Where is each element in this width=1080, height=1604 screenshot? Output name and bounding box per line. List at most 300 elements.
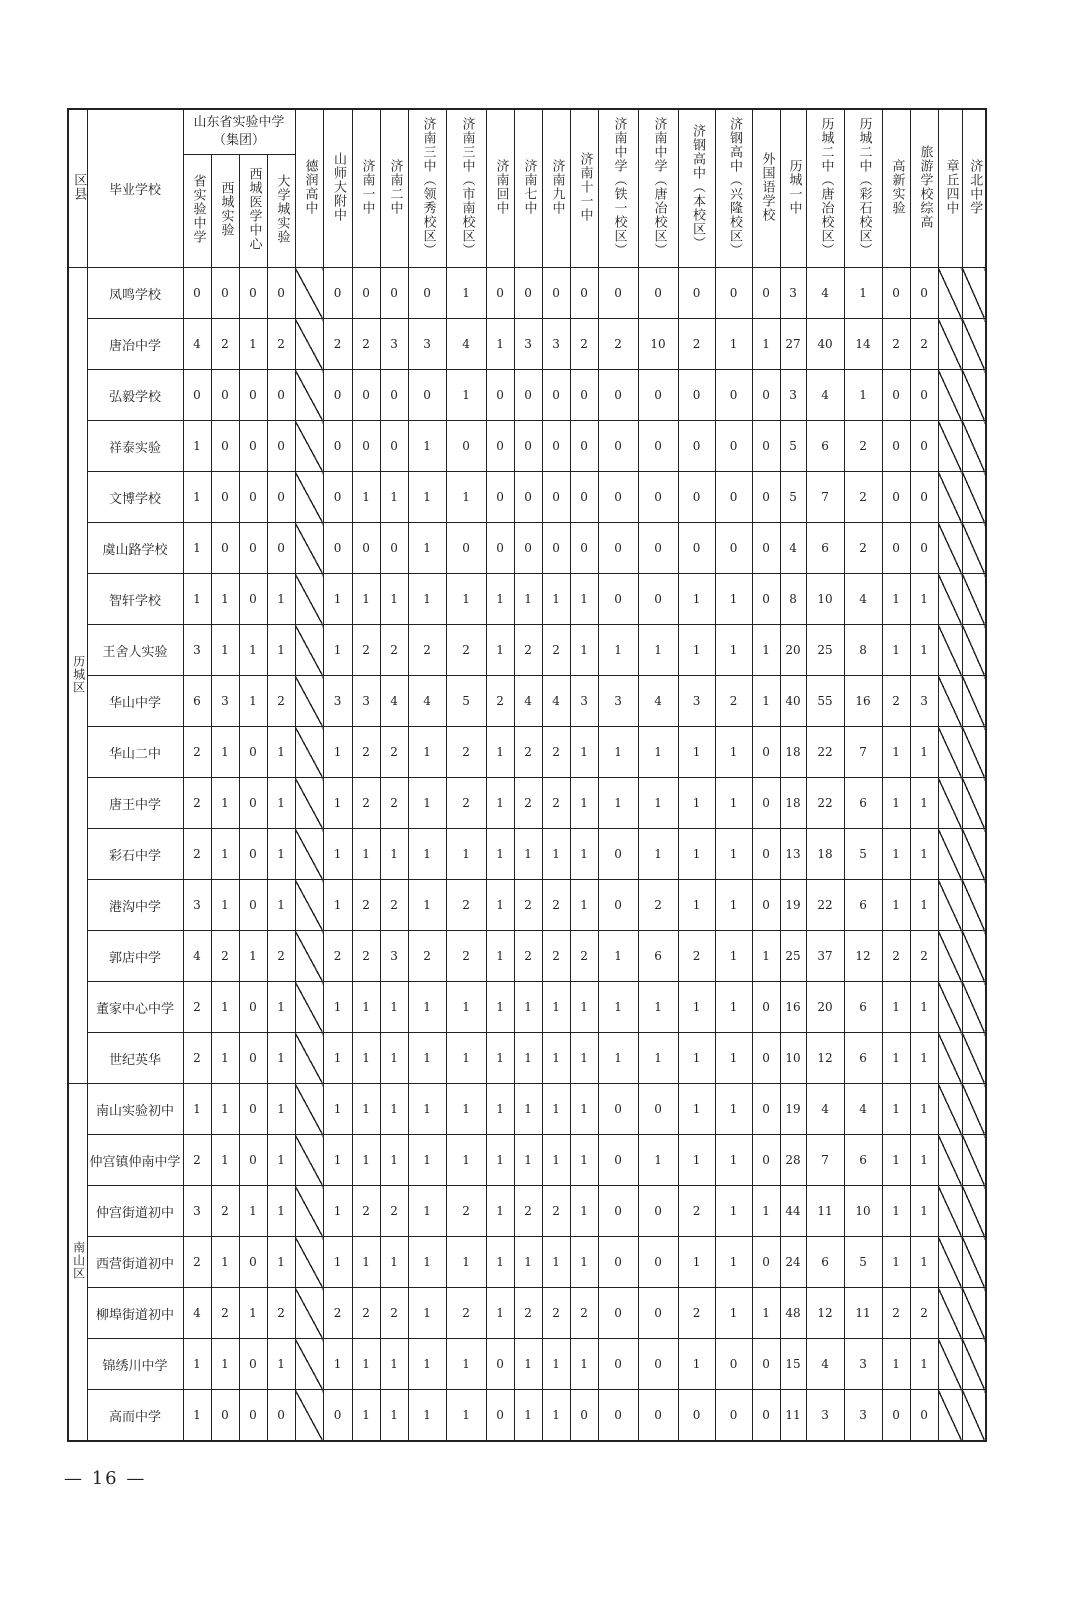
quota-cell: 1 bbox=[570, 1186, 598, 1237]
quota-cell: 44 bbox=[780, 1186, 806, 1237]
header-column bbox=[882, 109, 910, 268]
header-column bbox=[938, 109, 962, 268]
header-column bbox=[295, 109, 323, 268]
quota-cell: 2 bbox=[570, 1288, 598, 1339]
header-column bbox=[780, 109, 806, 268]
quota-cell: 1 bbox=[570, 829, 598, 880]
quota-cell: 1 bbox=[910, 1084, 938, 1135]
quota-cell: 1 bbox=[211, 829, 239, 880]
quota-cell: 1 bbox=[323, 880, 352, 931]
school-name-cell: 华山二中 bbox=[87, 727, 183, 778]
quota-cell: 2 bbox=[678, 1288, 715, 1339]
quota-cell: 1 bbox=[486, 778, 514, 829]
quota-cell: 1 bbox=[678, 1339, 715, 1390]
quota-cell: 1 bbox=[211, 1135, 239, 1186]
quota-cell: 1 bbox=[598, 931, 638, 982]
header-subcolumn bbox=[267, 155, 295, 268]
quota-cell: 16 bbox=[780, 982, 806, 1033]
quota-cell: 4 bbox=[514, 676, 542, 727]
quota-cell: 1 bbox=[486, 1084, 514, 1135]
not-applicable-cell bbox=[962, 625, 986, 676]
not-applicable-cell bbox=[295, 829, 323, 880]
header-district-label: 区县 bbox=[71, 172, 87, 201]
table-row bbox=[68, 319, 986, 370]
district-label: 历城区 bbox=[71, 654, 86, 694]
header-column-label: 济南中学（铁一校区） bbox=[611, 116, 627, 257]
quota-cell: 0 bbox=[486, 1339, 514, 1390]
quota-cell: 3 bbox=[910, 676, 938, 727]
quota-cell: 6 bbox=[806, 421, 844, 472]
quota-cell: 0 bbox=[638, 472, 678, 523]
quota-cell: 4 bbox=[844, 574, 882, 625]
header-column-label: 济南七中 bbox=[521, 158, 537, 215]
not-applicable-cell bbox=[962, 880, 986, 931]
not-applicable-cell bbox=[962, 523, 986, 574]
not-applicable-cell bbox=[295, 1390, 323, 1442]
quota-cell: 0 bbox=[352, 523, 380, 574]
quota-cell: 2 bbox=[380, 625, 408, 676]
quota-cell: 1 bbox=[323, 1339, 352, 1390]
quota-cell: 2 bbox=[514, 1186, 542, 1237]
quota-cell: 0 bbox=[542, 268, 570, 319]
quota-cell: 1 bbox=[408, 1135, 446, 1186]
quota-cell: 13 bbox=[780, 829, 806, 880]
not-applicable-cell bbox=[962, 370, 986, 421]
quota-cell: 10 bbox=[806, 574, 844, 625]
quota-cell: 2 bbox=[598, 319, 638, 370]
not-applicable-cell bbox=[295, 523, 323, 574]
quota-cell: 0 bbox=[239, 1135, 267, 1186]
quota-cell: 3 bbox=[542, 319, 570, 370]
header-column bbox=[844, 109, 882, 268]
quota-cell: 2 bbox=[542, 1288, 570, 1339]
quota-cell: 1 bbox=[486, 625, 514, 676]
not-applicable-cell bbox=[938, 1339, 962, 1390]
quota-cell: 10 bbox=[780, 1033, 806, 1084]
quota-cell: 4 bbox=[844, 1084, 882, 1135]
quota-cell: 3 bbox=[183, 1186, 211, 1237]
quota-cell: 2 bbox=[323, 931, 352, 982]
quota-cell: 4 bbox=[183, 319, 211, 370]
school-name-cell: 唐王中学 bbox=[87, 778, 183, 829]
quota-cell: 1 bbox=[323, 1186, 352, 1237]
quota-cell: 1 bbox=[570, 982, 598, 1033]
quota-cell: 12 bbox=[806, 1288, 844, 1339]
quota-cell: 24 bbox=[780, 1237, 806, 1288]
quota-cell: 0 bbox=[752, 829, 780, 880]
quota-cell: 0 bbox=[752, 1339, 780, 1390]
header-column-label: 济南中学（唐冶校区） bbox=[651, 116, 667, 257]
quota-cell: 1 bbox=[678, 1135, 715, 1186]
header-column bbox=[910, 109, 938, 268]
quota-cell: 0 bbox=[715, 472, 752, 523]
quota-cell: 1 bbox=[752, 319, 780, 370]
quota-cell: 0 bbox=[598, 574, 638, 625]
header-column bbox=[380, 109, 408, 268]
quota-cell: 2 bbox=[542, 931, 570, 982]
table-row bbox=[68, 676, 986, 727]
quota-cell: 1 bbox=[678, 625, 715, 676]
not-applicable-cell bbox=[962, 931, 986, 982]
not-applicable-cell bbox=[295, 421, 323, 472]
school-name-cell: 凤鸣学校 bbox=[87, 268, 183, 319]
quota-cell: 1 bbox=[267, 829, 295, 880]
quota-cell: 1 bbox=[183, 523, 211, 574]
quota-cell: 2 bbox=[542, 1186, 570, 1237]
quota-cell: 0 bbox=[514, 268, 542, 319]
quota-cell: 0 bbox=[882, 370, 910, 421]
quota-cell: 5 bbox=[844, 1237, 882, 1288]
quota-cell: 1 bbox=[542, 1237, 570, 1288]
quota-cell: 0 bbox=[183, 268, 211, 319]
quota-cell: 2 bbox=[514, 931, 542, 982]
quota-cell: 1 bbox=[715, 880, 752, 931]
quota-cell: 1 bbox=[715, 574, 752, 625]
header-column-label: 章丘四中 bbox=[943, 158, 959, 215]
quota-cell: 2 bbox=[267, 931, 295, 982]
quota-cell: 2 bbox=[211, 931, 239, 982]
not-applicable-cell bbox=[295, 880, 323, 931]
quota-cell: 1 bbox=[408, 880, 446, 931]
quota-cell: 1 bbox=[514, 1390, 542, 1442]
quota-cell: 1 bbox=[408, 1237, 446, 1288]
quota-cell: 0 bbox=[752, 727, 780, 778]
quota-cell: 1 bbox=[910, 829, 938, 880]
quota-cell: 2 bbox=[910, 1288, 938, 1339]
quota-cell: 1 bbox=[542, 1390, 570, 1442]
quota-cell: 1 bbox=[211, 625, 239, 676]
quota-cell: 0 bbox=[570, 523, 598, 574]
header-column-label: 济南九中 bbox=[549, 158, 565, 215]
quota-cell: 1 bbox=[408, 778, 446, 829]
quota-cell: 0 bbox=[598, 1288, 638, 1339]
quota-cell: 1 bbox=[352, 472, 380, 523]
not-applicable-cell bbox=[295, 1033, 323, 1084]
quota-cell: 5 bbox=[844, 829, 882, 880]
quota-cell: 2 bbox=[380, 727, 408, 778]
quota-cell: 1 bbox=[882, 1033, 910, 1084]
quota-cell: 0 bbox=[514, 421, 542, 472]
quota-cell: 1 bbox=[542, 982, 570, 1033]
quota-cell: 3 bbox=[380, 931, 408, 982]
quota-cell: 0 bbox=[638, 1186, 678, 1237]
quota-cell: 1 bbox=[211, 880, 239, 931]
header-column bbox=[638, 109, 678, 268]
quota-cell: 1 bbox=[598, 625, 638, 676]
quota-cell: 0 bbox=[752, 1390, 780, 1442]
quota-cell: 20 bbox=[780, 625, 806, 676]
header-column-label: 外国语学校 bbox=[759, 151, 775, 222]
not-applicable-cell bbox=[295, 574, 323, 625]
quota-cell: 0 bbox=[486, 1390, 514, 1442]
admission-quota-table bbox=[67, 108, 987, 1442]
quota-cell: 48 bbox=[780, 1288, 806, 1339]
quota-cell: 1 bbox=[514, 1033, 542, 1084]
quota-cell: 2 bbox=[183, 778, 211, 829]
not-applicable-cell bbox=[962, 778, 986, 829]
header-group: 山东省实验中学（集团） bbox=[183, 109, 295, 155]
not-applicable-cell bbox=[962, 1237, 986, 1288]
quota-cell: 6 bbox=[806, 523, 844, 574]
header-column bbox=[598, 109, 638, 268]
quota-cell: 0 bbox=[752, 1135, 780, 1186]
quota-cell: 1 bbox=[486, 1033, 514, 1084]
not-applicable-cell bbox=[962, 574, 986, 625]
quota-cell: 2 bbox=[446, 778, 486, 829]
quota-cell: 40 bbox=[806, 319, 844, 370]
quota-cell: 1 bbox=[570, 574, 598, 625]
quota-cell: 0 bbox=[323, 523, 352, 574]
quota-cell: 2 bbox=[514, 1288, 542, 1339]
quota-cell: 0 bbox=[678, 268, 715, 319]
not-applicable-cell bbox=[938, 268, 962, 319]
quota-cell: 3 bbox=[570, 676, 598, 727]
quota-cell: 3 bbox=[380, 319, 408, 370]
table-row bbox=[68, 778, 986, 829]
quota-cell: 1 bbox=[380, 982, 408, 1033]
quota-cell: 11 bbox=[780, 1390, 806, 1442]
not-applicable-cell bbox=[938, 880, 962, 931]
quota-cell: 0 bbox=[598, 1390, 638, 1442]
quota-cell: 0 bbox=[446, 421, 486, 472]
quota-cell: 0 bbox=[380, 370, 408, 421]
quota-cell: 0 bbox=[542, 523, 570, 574]
quota-cell: 2 bbox=[211, 1186, 239, 1237]
table-row bbox=[68, 1237, 986, 1288]
quota-cell: 1 bbox=[183, 574, 211, 625]
header-column bbox=[678, 109, 715, 268]
quota-cell: 4 bbox=[638, 676, 678, 727]
quota-cell: 0 bbox=[408, 268, 446, 319]
quota-cell: 1 bbox=[486, 982, 514, 1033]
quota-cell: 1 bbox=[570, 625, 598, 676]
quota-cell: 1 bbox=[638, 829, 678, 880]
header-subcolumn bbox=[183, 155, 211, 268]
quota-cell: 0 bbox=[239, 1390, 267, 1442]
quota-cell: 1 bbox=[352, 1135, 380, 1186]
table-row bbox=[68, 1339, 986, 1390]
quota-cell: 0 bbox=[638, 1084, 678, 1135]
quota-cell: 1 bbox=[678, 829, 715, 880]
quota-cell: 0 bbox=[514, 370, 542, 421]
quota-cell: 0 bbox=[910, 523, 938, 574]
quota-cell: 1 bbox=[514, 1339, 542, 1390]
quota-cell: 1 bbox=[882, 880, 910, 931]
quota-cell: 1 bbox=[514, 1084, 542, 1135]
table-row bbox=[68, 1084, 986, 1135]
table-row bbox=[68, 1390, 986, 1442]
quota-cell: 1 bbox=[239, 319, 267, 370]
table-row bbox=[68, 370, 986, 421]
not-applicable-cell bbox=[962, 1339, 986, 1390]
school-name-cell: 南山实验初中 bbox=[87, 1084, 183, 1135]
quota-cell: 0 bbox=[352, 370, 380, 421]
quota-cell: 4 bbox=[542, 676, 570, 727]
quota-cell: 2 bbox=[380, 1288, 408, 1339]
quota-cell: 0 bbox=[408, 370, 446, 421]
not-applicable-cell bbox=[962, 421, 986, 472]
not-applicable-cell bbox=[962, 1084, 986, 1135]
quota-cell: 1 bbox=[715, 1186, 752, 1237]
quota-cell: 6 bbox=[844, 982, 882, 1033]
quota-cell: 1 bbox=[882, 1339, 910, 1390]
school-name-cell: 港沟中学 bbox=[87, 880, 183, 931]
header-column-label: 山师大附中 bbox=[330, 151, 346, 222]
header-subcolumn-label: 西城实验 bbox=[218, 181, 234, 237]
not-applicable-cell bbox=[938, 1237, 962, 1288]
school-name-cell: 世纪英华 bbox=[87, 1033, 183, 1084]
quota-cell: 0 bbox=[211, 370, 239, 421]
quota-cell: 2 bbox=[514, 625, 542, 676]
quota-cell: 18 bbox=[806, 829, 844, 880]
header-column-label: 济南一中 bbox=[359, 158, 375, 215]
quota-cell: 1 bbox=[570, 1135, 598, 1186]
quota-cell: 1 bbox=[514, 574, 542, 625]
quota-cell: 1 bbox=[486, 574, 514, 625]
quota-cell: 11 bbox=[844, 1288, 882, 1339]
table-row bbox=[68, 1186, 986, 1237]
quota-cell: 0 bbox=[598, 880, 638, 931]
quota-cell: 0 bbox=[598, 268, 638, 319]
quota-cell: 2 bbox=[542, 727, 570, 778]
quota-cell: 2 bbox=[267, 1288, 295, 1339]
quota-cell: 1 bbox=[542, 1084, 570, 1135]
quota-cell: 2 bbox=[211, 319, 239, 370]
not-applicable-cell bbox=[962, 1390, 986, 1442]
header-column-label: 历城二中（彩石校区） bbox=[856, 116, 872, 257]
quota-cell: 3 bbox=[183, 625, 211, 676]
quota-cell: 2 bbox=[183, 829, 211, 880]
not-applicable-cell bbox=[938, 574, 962, 625]
quota-cell: 1 bbox=[267, 1237, 295, 1288]
quota-cell: 1 bbox=[678, 982, 715, 1033]
quota-cell: 4 bbox=[806, 1339, 844, 1390]
not-applicable-cell bbox=[938, 319, 962, 370]
quota-cell: 2 bbox=[183, 1033, 211, 1084]
quota-cell: 1 bbox=[352, 982, 380, 1033]
quota-cell: 1 bbox=[542, 829, 570, 880]
quota-cell: 8 bbox=[844, 625, 882, 676]
quota-cell: 0 bbox=[638, 268, 678, 319]
school-name-cell: 仲宫街道初中 bbox=[87, 1186, 183, 1237]
quota-cell: 0 bbox=[239, 829, 267, 880]
quota-cell: 2 bbox=[514, 778, 542, 829]
quota-cell: 1 bbox=[638, 982, 678, 1033]
header-column bbox=[486, 109, 514, 268]
quota-cell: 1 bbox=[715, 931, 752, 982]
quota-cell: 4 bbox=[183, 1288, 211, 1339]
quota-cell: 1 bbox=[598, 1033, 638, 1084]
quota-cell: 0 bbox=[715, 1339, 752, 1390]
quota-cell: 28 bbox=[780, 1135, 806, 1186]
quota-cell: 0 bbox=[267, 421, 295, 472]
quota-cell: 1 bbox=[715, 727, 752, 778]
quota-cell: 1 bbox=[715, 625, 752, 676]
not-applicable-cell bbox=[962, 1033, 986, 1084]
not-applicable-cell bbox=[962, 1186, 986, 1237]
quota-cell: 1 bbox=[598, 727, 638, 778]
quota-cell: 1 bbox=[408, 1339, 446, 1390]
quota-cell: 0 bbox=[882, 1390, 910, 1442]
quota-cell: 1 bbox=[446, 1033, 486, 1084]
quota-cell: 1 bbox=[380, 1390, 408, 1442]
quota-cell: 2 bbox=[844, 472, 882, 523]
quota-cell: 1 bbox=[752, 676, 780, 727]
quota-cell: 1 bbox=[239, 1186, 267, 1237]
not-applicable-cell bbox=[938, 982, 962, 1033]
quota-cell: 1 bbox=[380, 472, 408, 523]
header-subcolumn bbox=[211, 155, 239, 268]
quota-cell: 2 bbox=[211, 1288, 239, 1339]
quota-cell: 4 bbox=[780, 523, 806, 574]
not-applicable-cell bbox=[295, 1339, 323, 1390]
quota-cell: 1 bbox=[267, 1186, 295, 1237]
quota-cell: 0 bbox=[752, 421, 780, 472]
school-name-cell: 郭店中学 bbox=[87, 931, 183, 982]
quota-cell: 0 bbox=[598, 523, 638, 574]
quota-cell: 3 bbox=[408, 319, 446, 370]
quota-cell: 0 bbox=[678, 523, 715, 574]
not-applicable-cell bbox=[295, 982, 323, 1033]
quota-cell: 1 bbox=[570, 1237, 598, 1288]
not-applicable-cell bbox=[295, 268, 323, 319]
quota-cell: 0 bbox=[638, 1288, 678, 1339]
district-cell bbox=[68, 1084, 87, 1442]
school-name-cell: 华山中学 bbox=[87, 676, 183, 727]
not-applicable-cell bbox=[938, 1288, 962, 1339]
quota-cell: 2 bbox=[380, 880, 408, 931]
quota-cell: 2 bbox=[678, 319, 715, 370]
quota-cell: 0 bbox=[638, 370, 678, 421]
quota-cell: 1 bbox=[570, 778, 598, 829]
quota-cell: 1 bbox=[910, 880, 938, 931]
not-applicable-cell bbox=[295, 1288, 323, 1339]
quota-cell: 55 bbox=[806, 676, 844, 727]
quota-cell: 0 bbox=[380, 268, 408, 319]
quota-cell: 2 bbox=[844, 523, 882, 574]
quota-cell: 3 bbox=[678, 676, 715, 727]
quota-cell: 0 bbox=[267, 472, 295, 523]
quota-cell: 3 bbox=[323, 676, 352, 727]
quota-cell: 0 bbox=[239, 778, 267, 829]
quota-cell: 1 bbox=[323, 982, 352, 1033]
quota-cell: 3 bbox=[183, 880, 211, 931]
quota-cell: 1 bbox=[380, 1135, 408, 1186]
quota-cell: 0 bbox=[598, 370, 638, 421]
not-applicable-cell bbox=[938, 1084, 962, 1135]
quota-cell: 0 bbox=[598, 1237, 638, 1288]
quota-cell: 1 bbox=[514, 829, 542, 880]
quota-cell: 0 bbox=[211, 472, 239, 523]
quota-cell: 2 bbox=[542, 625, 570, 676]
quota-cell: 4 bbox=[446, 319, 486, 370]
header-column bbox=[408, 109, 446, 268]
quota-cell: 0 bbox=[323, 472, 352, 523]
quota-cell: 0 bbox=[514, 523, 542, 574]
quota-cell: 0 bbox=[239, 421, 267, 472]
quota-cell: 1 bbox=[323, 1135, 352, 1186]
quota-cell: 1 bbox=[408, 727, 446, 778]
quota-cell: 0 bbox=[715, 370, 752, 421]
quota-cell: 1 bbox=[715, 829, 752, 880]
not-applicable-cell bbox=[295, 625, 323, 676]
quota-cell: 22 bbox=[806, 778, 844, 829]
quota-cell: 0 bbox=[486, 268, 514, 319]
quota-cell: 22 bbox=[806, 880, 844, 931]
quota-cell: 0 bbox=[267, 523, 295, 574]
header-column bbox=[446, 109, 486, 268]
quota-cell: 4 bbox=[380, 676, 408, 727]
